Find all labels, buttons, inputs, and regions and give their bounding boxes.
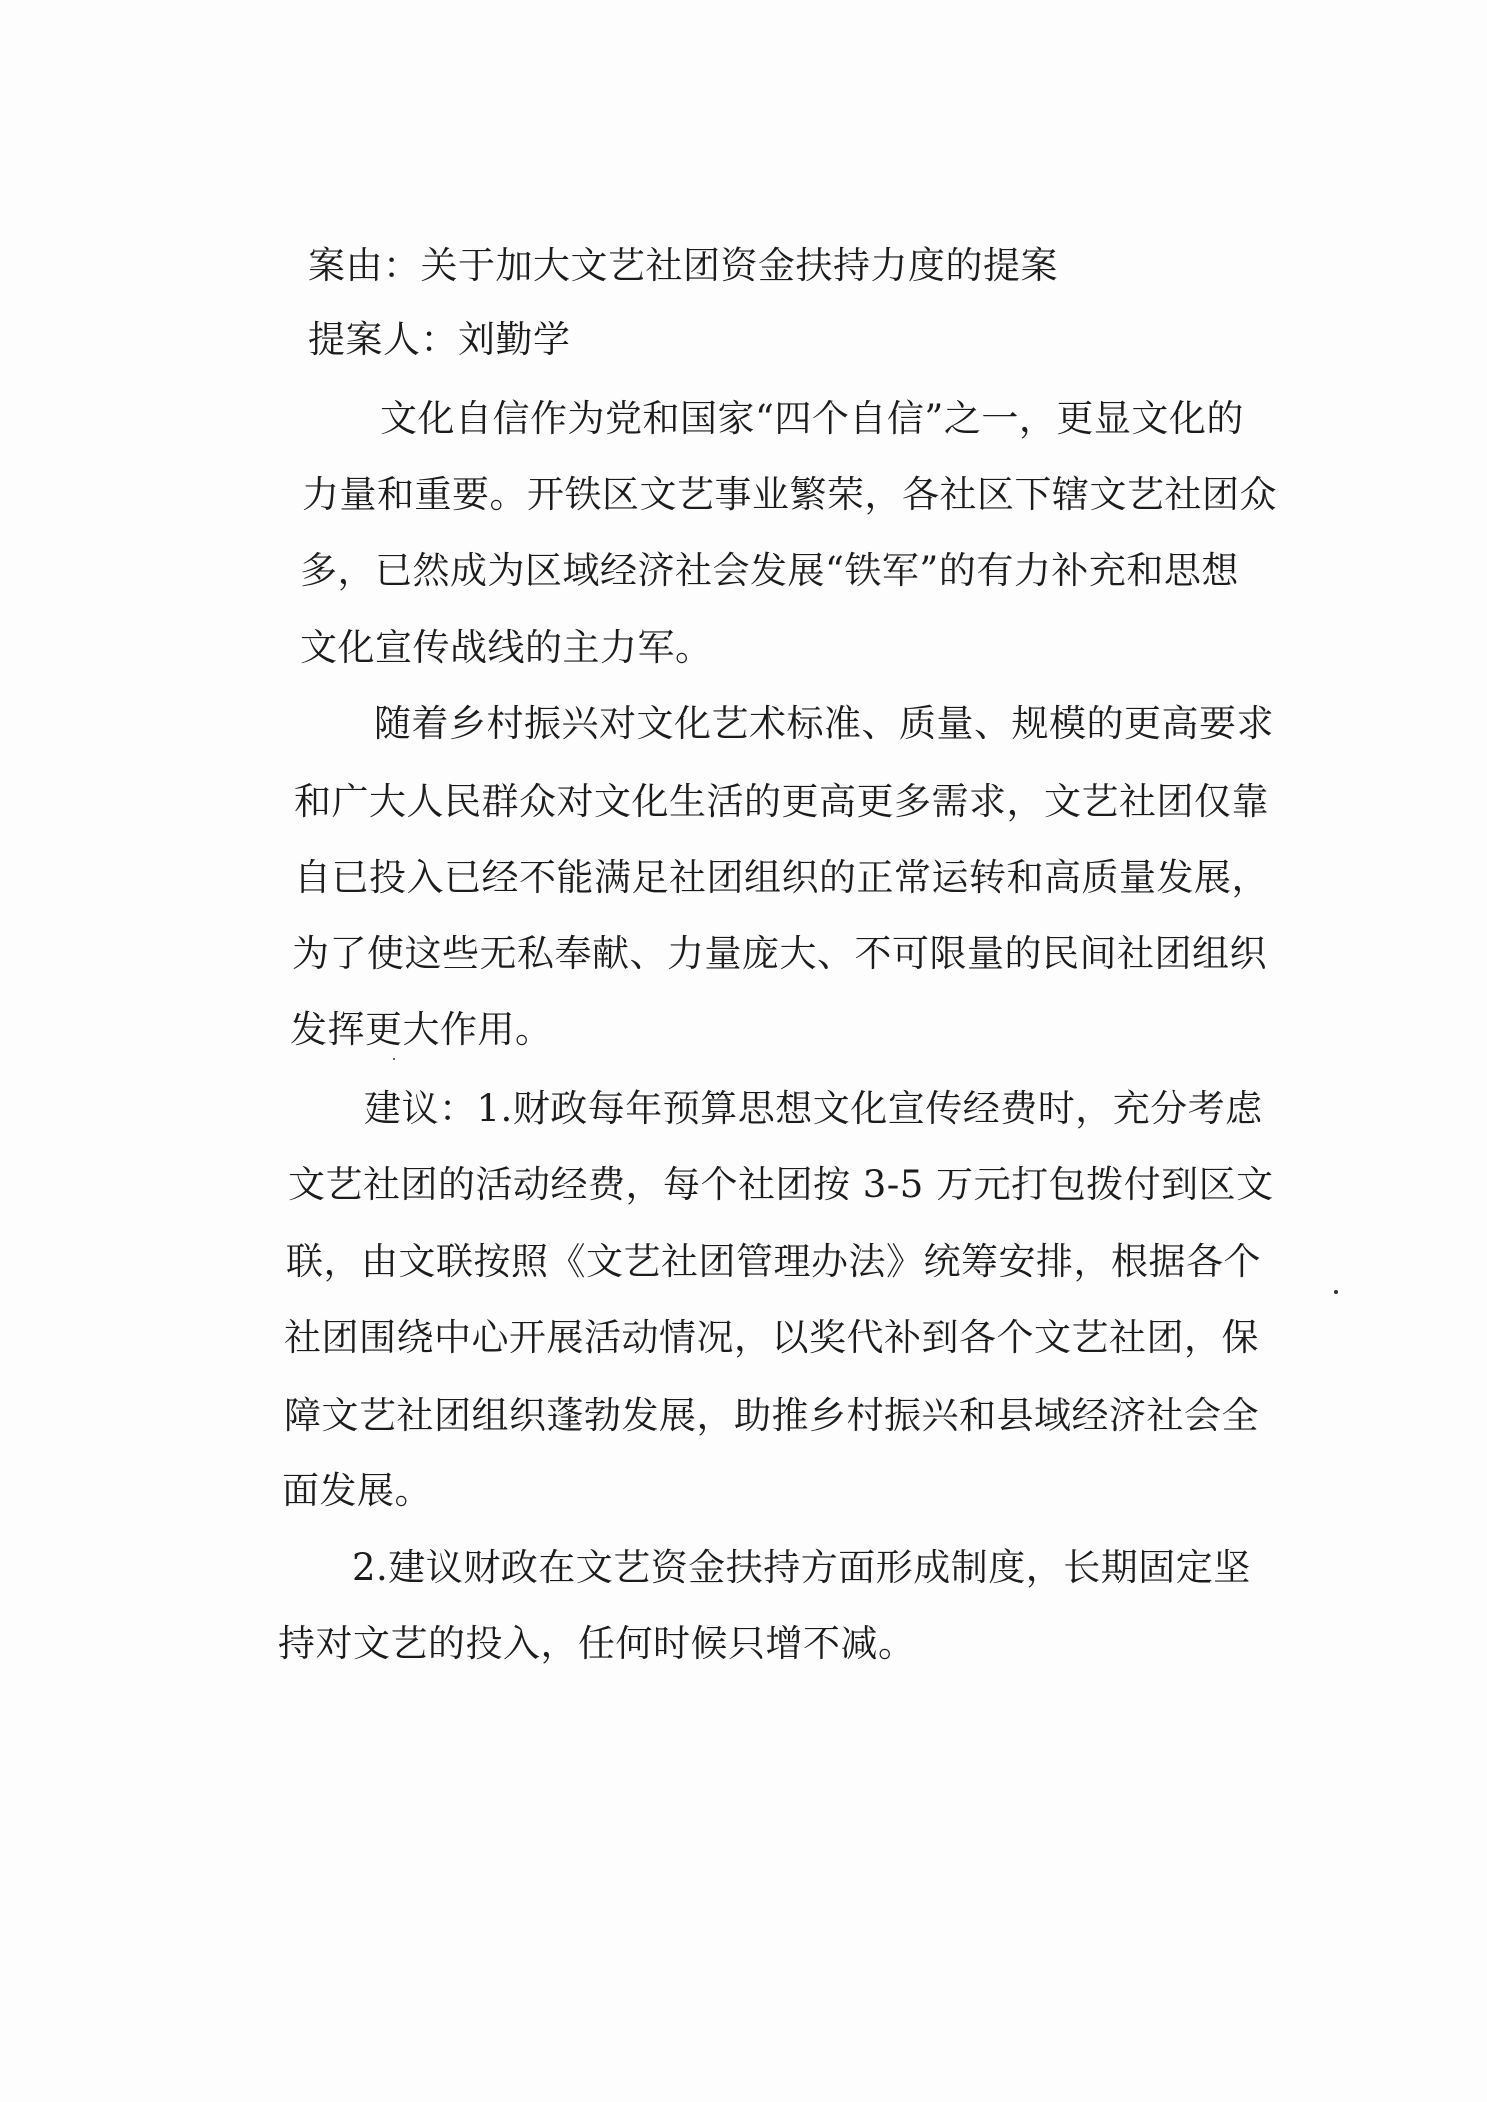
paragraph-1-line-3: 多，已然成为区域经济社会发展“铁军”的有力补充和思想 — [300, 549, 1239, 592]
paragraph-1-line-1: 文化自信作为党和国家“四个自信”之一，更显文化的 — [380, 397, 1244, 440]
paragraph-3-line-1: 建议：1.财政每年预算思想文化宣传经费时，充分考虑 — [364, 1087, 1263, 1130]
paragraph-1-line-2: 力量和重要。开铁区文艺事业繁荣，各社区下辖文艺社团众 — [302, 473, 1277, 516]
paragraph-3-line-3: 联，由文联按照《文艺社团管理办法》统筹安排，根据各个 — [286, 1240, 1261, 1283]
subject-line: 案由：关于加大文艺社团资金扶持力度的提案 — [308, 244, 1058, 287]
paragraph-2-line-4: 为了使这些无私奉献、力量庞大、不可限量的民间社团组织 — [292, 932, 1267, 975]
paragraph-4-line-1: 2.建议财政在文艺资金扶持方面形成制度，长期固定坚 — [352, 1546, 1251, 1589]
paragraph-3-line-5: 障文艺社团组织蓬勃发展，助推乡村振兴和县域经济社会全 — [284, 1394, 1259, 1437]
scan-speck — [393, 1058, 395, 1060]
paragraph-2-line-3: 自已投入已经不能满足社团组织的正常运转和高质量发展， — [294, 856, 1269, 899]
paragraph-1-line-4: 文化宣传战线的主力军。 — [300, 626, 713, 669]
paragraph-4-line-2: 持对文艺的投入，任何时候只增不减。 — [278, 1622, 916, 1665]
paragraph-2-line-2: 和广大人民群众对文化生活的更高更多需求，文艺社团仅靠 — [294, 780, 1269, 823]
scan-speck — [1334, 1290, 1338, 1294]
paragraph-3-line-2: 文艺社团的活动经费，每个社团按 3-5 万元打包拨付到区文 — [288, 1163, 1274, 1206]
paragraph-2-line-5: 发挥更大作用。 — [290, 1008, 553, 1051]
proposer-line: 提案人：刘勤学 — [308, 318, 571, 361]
paragraph-2-line-1: 随着乡村振兴对文化艺术标准、质量、规模的更高要求 — [374, 702, 1274, 745]
paragraph-3-line-4: 社团围绕中心开展活动情况，以奖代补到各个文艺社团，保 — [284, 1316, 1259, 1359]
paragraph-3-line-6: 面发展。 — [282, 1469, 432, 1512]
